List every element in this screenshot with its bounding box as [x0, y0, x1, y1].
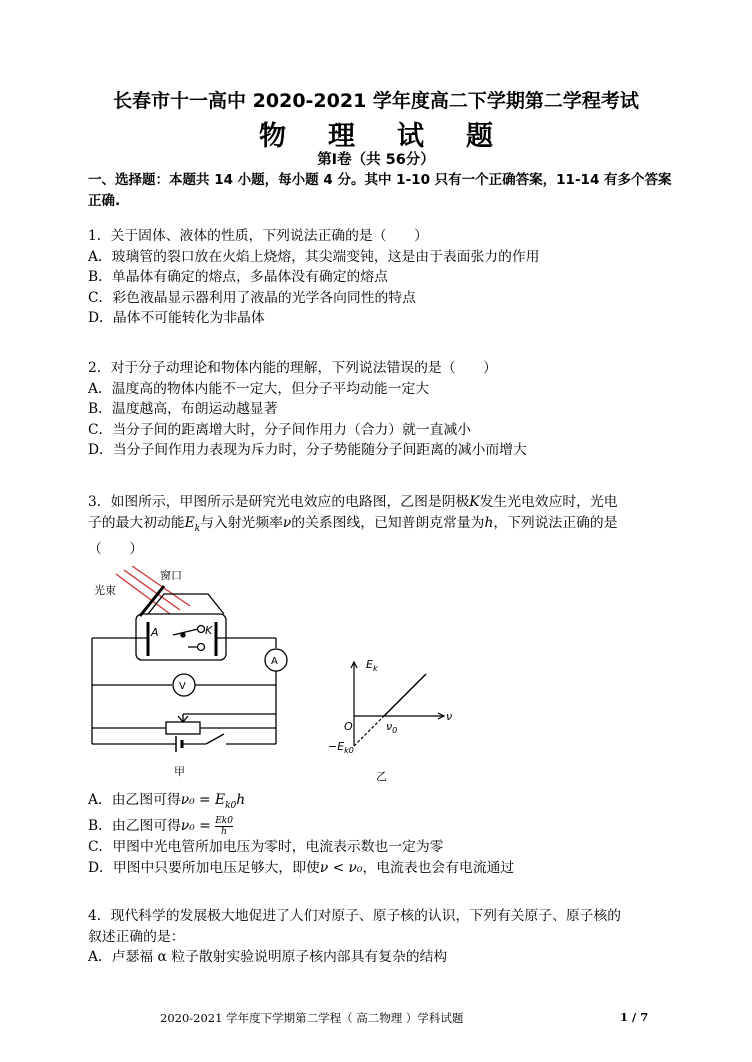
x-axis-label: ν	[446, 710, 453, 723]
ek-line	[384, 674, 426, 716]
answer-blank: （ ）	[88, 540, 144, 557]
nu0-label: $\nu_0$	[386, 720, 398, 735]
figure-caption: 乙	[376, 770, 387, 783]
electron	[198, 644, 205, 651]
option-a: A．由乙图可得$\nu_0 = E_{k0}h$	[88, 792, 246, 811]
question-3	[88, 492, 678, 559]
option-a: A．卢瑟福 α 粒子散射实验说明原子核内部具有复杂的结构	[88, 949, 448, 965]
question-2	[88, 358, 678, 461]
switch	[206, 734, 224, 744]
electron	[198, 626, 205, 633]
option-c: C．当分子间的距离增大时，分子间作用力（合力）就一直减小	[88, 421, 472, 438]
option-b: B．单晶体有确定的熔点，多晶体没有确定的熔点	[88, 269, 388, 285]
origin-label: O	[344, 720, 353, 733]
cathode-label: K	[205, 624, 213, 637]
question-stem-line2: 子的最大初动能$E_k$与入射光频率ν的关系图线，已知普朗克常量为h，下列说法正确的是	[88, 514, 618, 534]
option-d: D．当分子间作用力表现为斥力时，分子势能随分子间距离的减小而增大	[88, 442, 527, 458]
window-label: 窗口	[160, 569, 182, 582]
section-heading: 一、选择题：本题共 14 小题，每小题 4 分。其中 1-10 只有一个正确答案，11-14 有多个答案正确.	[88, 172, 672, 209]
ammeter-label: A	[271, 656, 278, 667]
page-number: 1 / 7	[620, 1010, 649, 1024]
option-c: C．彩色液晶显示器利用了液晶的光学各向同性的特点	[88, 289, 416, 306]
question-3-options	[88, 790, 678, 878]
question-stem-line2: 叙述正确的是：	[88, 928, 185, 945]
option-a: A．温度高的物体内能不一定大，但分子平均动能一定大	[88, 380, 430, 397]
voltmeter-label: V	[179, 681, 186, 692]
figure-yi-graph	[326, 650, 456, 786]
exam-title: 长春市十一高中 2020-2021 学年度高二下学期第二学程考试	[113, 90, 639, 112]
question-1	[88, 226, 678, 329]
option-c: C．甲图中光电管所加电压为零时，电流表示数也一定为零	[88, 839, 444, 856]
ek-extension	[354, 716, 384, 746]
question-stem-line1: 4．现代科学的发展极大地促进了人们对原子、原子核的认识，下列有关原子、原子核的	[88, 908, 622, 924]
question-4	[88, 906, 678, 968]
light-label: 光束	[94, 584, 116, 597]
figure-caption: 甲	[174, 765, 185, 778]
option-d: D．晶体不可能转化为非晶体	[88, 310, 265, 326]
figure-jia-circuit	[88, 566, 298, 786]
option-b: B．由乙图可得ν₀ = $\frac{Ek0}{h}$	[88, 816, 233, 838]
rheostat	[166, 722, 200, 734]
option-d: D．甲图中只要所加电压足够大，即使ν < ν₀，电流表也会有电流通过	[88, 859, 515, 876]
question-stem-line1: 3．如图所示，甲图所示是研究光电效应的电路图，乙图是阴极K发生光电效应时，光电	[88, 494, 618, 510]
page-footer: 2020-2021 学年度下学期第二学程（ 高二物理 ）学科试题	[160, 1011, 464, 1025]
question-stem: 2．对于分子动理论和物体内能的理解，下列说法错误的是（ ）	[88, 360, 497, 376]
y-axis-label: $E_k$	[366, 658, 378, 673]
anode-label: A	[151, 626, 159, 639]
volume-label: 第Ⅰ卷（共 56分）	[317, 152, 435, 168]
subject-title: 物理试题	[259, 121, 535, 152]
fraction: $\frac{Ek0}{h}$	[215, 816, 233, 838]
question-stem: 1．关于固体、液体的性质，下列说法正确的是（ ）	[88, 228, 428, 244]
option-b: B．温度越高，布朗运动越显著	[88, 401, 278, 417]
electron-path	[173, 629, 198, 635]
option-a: A．玻璃管的裂口放在火焰上烧熔，其尖端变钝，这是由于表面张力的作用	[88, 248, 540, 265]
neg-ek0-label: $-E_{k0}$	[328, 740, 354, 755]
